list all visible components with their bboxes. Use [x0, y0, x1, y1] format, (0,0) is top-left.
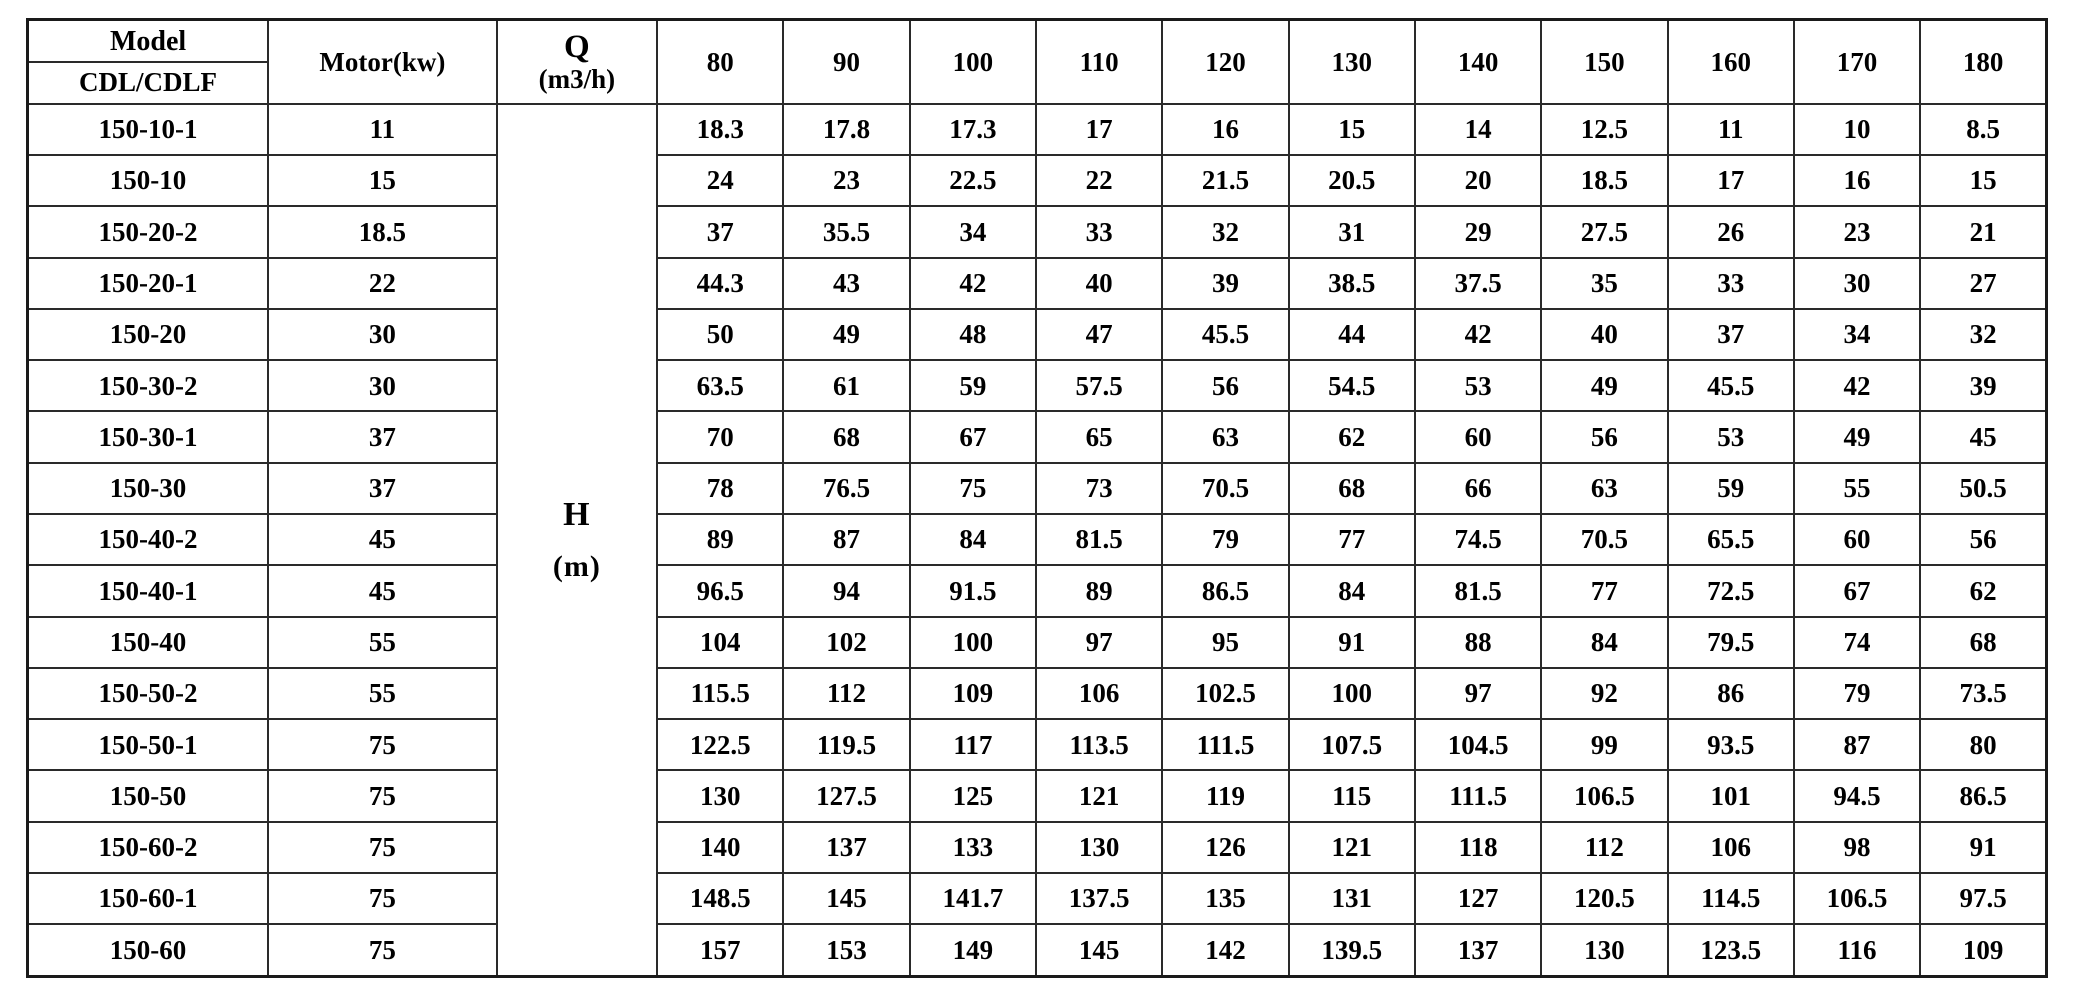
head-value: 29 — [1415, 206, 1541, 257]
head-value: 59 — [910, 360, 1036, 411]
model-cell: 150-10-1 — [28, 104, 269, 155]
motor-cell: 22 — [268, 258, 497, 309]
head-value: 94.5 — [1794, 770, 1920, 821]
head-value: 112 — [1541, 822, 1667, 873]
head-value: 65 — [1036, 411, 1162, 462]
head-value: 106 — [1036, 668, 1162, 719]
head-value: 149 — [910, 924, 1036, 976]
head-value: 126 — [1162, 822, 1288, 873]
motor-cell: 37 — [268, 411, 497, 462]
head-value: 22 — [1036, 155, 1162, 206]
head-value: 79.5 — [1668, 617, 1794, 668]
motor-cell: 30 — [268, 360, 497, 411]
head-unit: (m) — [552, 549, 601, 583]
head-value: 125 — [910, 770, 1036, 821]
head-value: 70 — [657, 411, 783, 462]
head-value: 54.5 — [1289, 360, 1415, 411]
motor-cell: 37 — [268, 463, 497, 514]
head-value: 22.5 — [910, 155, 1036, 206]
table-row — [28, 258, 2047, 309]
head-value: 49 — [783, 309, 909, 360]
head-value: 70.5 — [1162, 463, 1288, 514]
head-value: 79 — [1794, 668, 1920, 719]
head-value: 86.5 — [1920, 770, 2046, 821]
head-value: 68 — [783, 411, 909, 462]
head-value: 104.5 — [1415, 719, 1541, 770]
head-value: 67 — [1794, 565, 1920, 616]
head-value: 63 — [1541, 463, 1667, 514]
head-value: 137 — [1415, 924, 1541, 976]
head-value: 57.5 — [1036, 360, 1162, 411]
head-value: 106.5 — [1794, 873, 1920, 924]
header-flow-150: 150 — [1541, 20, 1667, 104]
head-value: 40 — [1541, 309, 1667, 360]
head-value: 121 — [1289, 822, 1415, 873]
head-value: 56 — [1541, 411, 1667, 462]
head-value: 92 — [1541, 668, 1667, 719]
head-value: 63.5 — [657, 360, 783, 411]
head-value: 8.5 — [1920, 104, 2046, 155]
head-value: 81.5 — [1036, 514, 1162, 565]
table-row — [28, 822, 2047, 873]
header-model — [28, 20, 269, 104]
head-value: 59 — [1668, 463, 1794, 514]
head-value: 21.5 — [1162, 155, 1288, 206]
table-row — [28, 309, 2047, 360]
head-value: 17.8 — [783, 104, 909, 155]
head-value: 68 — [1920, 617, 2046, 668]
motor-cell: 45 — [268, 565, 497, 616]
head-value: 139.5 — [1289, 924, 1415, 976]
head-value: 122.5 — [657, 719, 783, 770]
head-value: 53 — [1668, 411, 1794, 462]
motor-cell: 55 — [268, 668, 497, 719]
head-value: 37 — [657, 206, 783, 257]
head-value: 123.5 — [1668, 924, 1794, 976]
head-value: 26 — [1668, 206, 1794, 257]
head-value: 15 — [1920, 155, 2046, 206]
head-value: 66 — [1415, 463, 1541, 514]
head-value: 23 — [1794, 206, 1920, 257]
header-flow-180: 180 — [1920, 20, 2046, 104]
head-value: 102.5 — [1162, 668, 1288, 719]
head-value: 120.5 — [1541, 873, 1667, 924]
head-value: 50.5 — [1920, 463, 2046, 514]
head-value: 104 — [657, 617, 783, 668]
motor-cell: 15 — [268, 155, 497, 206]
head-value: 55 — [1794, 463, 1920, 514]
head-value: 21 — [1920, 206, 2046, 257]
head-value: 48 — [910, 309, 1036, 360]
head-value: 60 — [1415, 411, 1541, 462]
head-value: 12.5 — [1541, 104, 1667, 155]
model-cell: 150-50-2 — [28, 668, 269, 719]
model-cell: 150-30-1 — [28, 411, 269, 462]
header-model-title: Model — [29, 21, 267, 63]
motor-cell: 75 — [268, 924, 497, 976]
head-value: 106.5 — [1541, 770, 1667, 821]
head-value: 86 — [1668, 668, 1794, 719]
head-value: 100 — [1289, 668, 1415, 719]
table-row — [28, 873, 2047, 924]
model-cell: 150-60-2 — [28, 822, 269, 873]
head-value: 99 — [1541, 719, 1667, 770]
head-value: 68 — [1289, 463, 1415, 514]
head-value: 95 — [1162, 617, 1288, 668]
head-value: 44.3 — [657, 258, 783, 309]
motor-cell: 55 — [268, 617, 497, 668]
head-value: 112 — [783, 668, 909, 719]
header-flow-100: 100 — [910, 20, 1036, 104]
head-value: 16 — [1794, 155, 1920, 206]
head-value: 121 — [1036, 770, 1162, 821]
head-value: 73.5 — [1920, 668, 2046, 719]
head-value: 130 — [657, 770, 783, 821]
head-value: 79 — [1162, 514, 1288, 565]
table-row — [28, 155, 2047, 206]
header-flow-130: 130 — [1289, 20, 1415, 104]
head-value: 23 — [783, 155, 909, 206]
header-flow-unit: (m3/h) — [538, 64, 616, 95]
head-value: 35 — [1541, 258, 1667, 309]
head-value: 17.3 — [910, 104, 1036, 155]
head-value: 38.5 — [1289, 258, 1415, 309]
head-value: 73 — [1036, 463, 1162, 514]
head-value: 49 — [1541, 360, 1667, 411]
head-value: 115 — [1289, 770, 1415, 821]
model-cell: 150-40-2 — [28, 514, 269, 565]
head-value: 130 — [1036, 822, 1162, 873]
head-value: 86.5 — [1162, 565, 1288, 616]
model-cell: 150-20-2 — [28, 206, 269, 257]
head-value: 107.5 — [1289, 719, 1415, 770]
head-value: 42 — [1794, 360, 1920, 411]
motor-cell: 18.5 — [268, 206, 497, 257]
head-value: 89 — [1036, 565, 1162, 616]
model-cell: 150-10 — [28, 155, 269, 206]
head-value: 127 — [1415, 873, 1541, 924]
head-value: 113.5 — [1036, 719, 1162, 770]
motor-cell: 75 — [268, 873, 497, 924]
table-row — [28, 463, 2047, 514]
motor-cell: 30 — [268, 309, 497, 360]
head-value: 62 — [1289, 411, 1415, 462]
head-value: 109 — [1920, 924, 2046, 976]
head-value: 89 — [657, 514, 783, 565]
model-cell: 150-20 — [28, 309, 269, 360]
head-value: 67 — [910, 411, 1036, 462]
header-flow-rate — [497, 20, 657, 104]
head-value: 106 — [1668, 822, 1794, 873]
head-value: 115.5 — [657, 668, 783, 719]
head-value: 80 — [1920, 719, 2046, 770]
head-value: 10 — [1794, 104, 1920, 155]
table-row — [28, 104, 2047, 155]
table-head — [28, 20, 2047, 104]
head-value: 20 — [1415, 155, 1541, 206]
head-value: 33 — [1036, 206, 1162, 257]
head-value: 18.3 — [657, 104, 783, 155]
head-value: 16 — [1162, 104, 1288, 155]
head-value: 61 — [783, 360, 909, 411]
head-value: 37.5 — [1415, 258, 1541, 309]
head-value: 53 — [1415, 360, 1541, 411]
model-cell: 150-60 — [28, 924, 269, 976]
table-row — [28, 411, 2047, 462]
head-value: 62 — [1920, 565, 2046, 616]
head-value: 14 — [1415, 104, 1541, 155]
header-flow-120: 120 — [1162, 20, 1288, 104]
model-cell: 150-50 — [28, 770, 269, 821]
head-value: 91.5 — [910, 565, 1036, 616]
table-row — [28, 206, 2047, 257]
pump-performance-table — [26, 18, 2048, 978]
head-value: 135 — [1162, 873, 1288, 924]
header-flow-140: 140 — [1415, 20, 1541, 104]
head-value: 11 — [1668, 104, 1794, 155]
head-value: 133 — [910, 822, 1036, 873]
head-value: 97 — [1415, 668, 1541, 719]
head-value: 32 — [1162, 206, 1288, 257]
header-flow-90: 90 — [783, 20, 909, 104]
head-value: 37 — [1668, 309, 1794, 360]
head-value: 65.5 — [1668, 514, 1794, 565]
head-value: 35.5 — [783, 206, 909, 257]
table-row — [28, 617, 2047, 668]
head-value: 74.5 — [1415, 514, 1541, 565]
head-value: 72.5 — [1668, 565, 1794, 616]
head-value: 111.5 — [1162, 719, 1288, 770]
head-value: 102 — [783, 617, 909, 668]
head-value: 109 — [910, 668, 1036, 719]
head-value: 87 — [1794, 719, 1920, 770]
head-value: 88 — [1415, 617, 1541, 668]
head-value: 45.5 — [1162, 309, 1288, 360]
table-row — [28, 770, 2047, 821]
head-value: 130 — [1541, 924, 1667, 976]
motor-cell: 75 — [268, 822, 497, 873]
header-flow-170: 170 — [1794, 20, 1920, 104]
head-value: 24 — [657, 155, 783, 206]
head-value: 119.5 — [783, 719, 909, 770]
head-value: 39 — [1920, 360, 2046, 411]
head-value: 33 — [1668, 258, 1794, 309]
head-value: 76.5 — [783, 463, 909, 514]
head-value: 87 — [783, 514, 909, 565]
head-value: 91 — [1289, 617, 1415, 668]
head-value: 43 — [783, 258, 909, 309]
table-body — [28, 104, 2047, 977]
model-cell: 150-50-1 — [28, 719, 269, 770]
head-value: 127.5 — [783, 770, 909, 821]
head-value: 98 — [1794, 822, 1920, 873]
head-value: 74 — [1794, 617, 1920, 668]
head-value: 97.5 — [1920, 873, 2046, 924]
head-value: 70.5 — [1541, 514, 1667, 565]
head-value: 137.5 — [1036, 873, 1162, 924]
head-value: 31 — [1289, 206, 1415, 257]
header-flow-symbol: Q — [564, 29, 590, 66]
head-value: 117 — [910, 719, 1036, 770]
head-value: 56 — [1920, 514, 2046, 565]
head-value: 17 — [1036, 104, 1162, 155]
table-row — [28, 668, 2047, 719]
head-value: 84 — [1289, 565, 1415, 616]
head-value: 30 — [1794, 258, 1920, 309]
head-value: 111.5 — [1415, 770, 1541, 821]
table-row — [28, 719, 2047, 770]
header-flow-80: 80 — [657, 20, 783, 104]
table-row — [28, 360, 2047, 411]
motor-cell: 75 — [268, 770, 497, 821]
head-value: 140 — [657, 822, 783, 873]
head-value: 42 — [910, 258, 1036, 309]
model-cell: 150-30 — [28, 463, 269, 514]
head-value: 78 — [657, 463, 783, 514]
table-row — [28, 565, 2047, 616]
head-value: 142 — [1162, 924, 1288, 976]
head-value: 27 — [1920, 258, 2046, 309]
head-value: 84 — [1541, 617, 1667, 668]
head-value: 60 — [1794, 514, 1920, 565]
head-value: 141.7 — [910, 873, 1036, 924]
head-value: 94 — [783, 565, 909, 616]
head-value: 84 — [910, 514, 1036, 565]
head-value: 101 — [1668, 770, 1794, 821]
model-cell: 150-40 — [28, 617, 269, 668]
head-value: 20.5 — [1289, 155, 1415, 206]
head-value: 145 — [1036, 924, 1162, 976]
head-label-cell — [497, 104, 657, 977]
head-value: 77 — [1289, 514, 1415, 565]
model-cell: 150-30-2 — [28, 360, 269, 411]
header-motor: Motor(kw) — [268, 20, 497, 104]
model-cell: 150-60-1 — [28, 873, 269, 924]
head-value: 45.5 — [1668, 360, 1794, 411]
head-value: 96.5 — [657, 565, 783, 616]
head-value: 153 — [783, 924, 909, 976]
head-value: 63 — [1162, 411, 1288, 462]
head-value: 50 — [657, 309, 783, 360]
head-value: 157 — [657, 924, 783, 976]
head-value: 75 — [910, 463, 1036, 514]
head-value: 145 — [783, 873, 909, 924]
model-cell: 150-20-1 — [28, 258, 269, 309]
header-flow-110: 110 — [1036, 20, 1162, 104]
model-cell: 150-40-1 — [28, 565, 269, 616]
head-value: 119 — [1162, 770, 1288, 821]
head-value: 47 — [1036, 309, 1162, 360]
motor-cell: 45 — [268, 514, 497, 565]
head-value: 39 — [1162, 258, 1288, 309]
head-value: 118 — [1415, 822, 1541, 873]
head-value: 100 — [910, 617, 1036, 668]
head-value: 56 — [1162, 360, 1288, 411]
head-value: 131 — [1289, 873, 1415, 924]
head-value: 18.5 — [1541, 155, 1667, 206]
head-value: 91 — [1920, 822, 2046, 873]
head-value: 17 — [1668, 155, 1794, 206]
header-flow-160: 160 — [1668, 20, 1794, 104]
head-value: 44 — [1289, 309, 1415, 360]
head-symbol: H — [563, 496, 591, 534]
head-value: 49 — [1794, 411, 1920, 462]
head-value: 40 — [1036, 258, 1162, 309]
head-value: 116 — [1794, 924, 1920, 976]
motor-cell: 75 — [268, 719, 497, 770]
head-value: 42 — [1415, 309, 1541, 360]
table-row — [28, 514, 2047, 565]
head-value: 27.5 — [1541, 206, 1667, 257]
head-value: 34 — [910, 206, 1036, 257]
table-row — [28, 924, 2047, 976]
header-row — [28, 20, 2047, 104]
head-value: 32 — [1920, 309, 2046, 360]
head-value: 81.5 — [1415, 565, 1541, 616]
head-value: 137 — [783, 822, 909, 873]
head-value: 15 — [1289, 104, 1415, 155]
motor-cell: 11 — [268, 104, 497, 155]
head-value: 93.5 — [1668, 719, 1794, 770]
head-value: 97 — [1036, 617, 1162, 668]
header-model-subtitle: CDL/CDLF — [79, 67, 218, 98]
head-value: 114.5 — [1668, 873, 1794, 924]
head-value: 45 — [1920, 411, 2046, 462]
head-value: 34 — [1794, 309, 1920, 360]
head-value: 148.5 — [657, 873, 783, 924]
head-value: 77 — [1541, 565, 1667, 616]
